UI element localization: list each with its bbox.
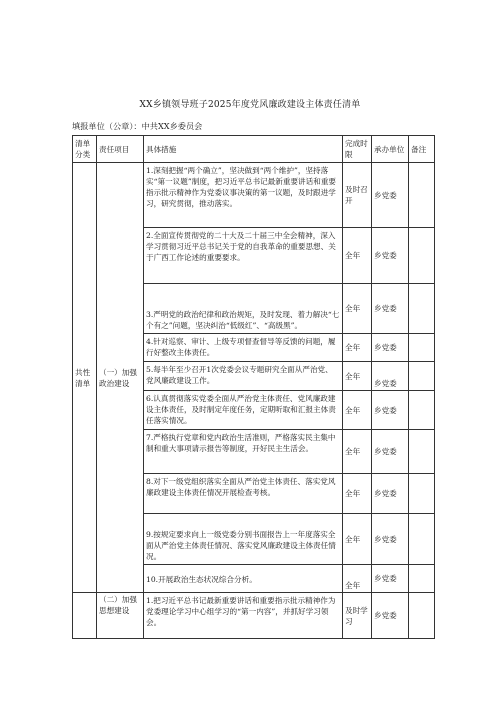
deadline-cell: 及时召开	[343, 163, 372, 228]
note-cell	[409, 565, 435, 593]
measure-cell: 5.每半年至少召开1次党委会议专题研究全面从严治党、党风廉政建设工作。	[144, 362, 343, 391]
reporting-unit-line: 填报单位（公章）：中共XX乡委员会	[72, 121, 203, 131]
page-title: XX乡镇领导班子2025年度党风廉政建设主体责任清单	[139, 100, 361, 110]
header-unit: 承办单位	[372, 136, 409, 163]
measure-cell: 9.按规定要求向上一级党委分别书面报告上一年度落实全面从严治党主体责任情况、落实党风廉政建设主体责任情况。	[144, 514, 343, 565]
measure-cell: 4.针对巡察、审计、上级专项督查督导等反馈的问题，履行好整改主体责任。	[144, 334, 343, 362]
category-cell-empty	[73, 593, 97, 639]
measure-cell: 2.全面宣传贯彻党的二十大及二十届三中全会精神，深入学习贯彻习近平总书记关于党的自我革命的重要思想、关于广西工作论述的重要要求。	[144, 228, 343, 284]
header-item: 责任项目	[97, 136, 144, 163]
note-cell	[409, 284, 435, 334]
note-cell	[409, 334, 435, 362]
header-measure: 具体措施	[144, 136, 343, 163]
unit-cell: 乡党委	[372, 334, 409, 362]
header-note: 备注	[409, 136, 435, 163]
measure-cell: 1.把习近平总书记最新重要讲话和重要指示批示精神作为党委理论学习中心组学习的“第一内容”，并抓好学习领会。	[144, 593, 343, 639]
measure-cell: 8.对下一级党组织落实全面从严治党主体责任、落实党风廉政建设主体责任情况开展检查考核。	[144, 474, 343, 514]
table-row	[73, 163, 435, 228]
deadline-cell: 全年	[343, 514, 372, 565]
unit-cell: 乡党委	[372, 514, 409, 565]
item-cell-political: （一）加强政治建设	[97, 163, 144, 593]
measure-cell: 10.开展政治生态状况综合分析。	[144, 565, 343, 593]
unit-cell: 乡党委	[372, 284, 409, 334]
deadline-cell: 全年	[343, 391, 372, 430]
unit-cell: 乡党委	[372, 593, 409, 639]
note-cell	[409, 593, 435, 639]
measure-cell: 6.认真贯彻落实党委全面从严治党主体责任、党风廉政建设主体责任，及时制定年度任务，定期听取和汇报主体责任落实情况。	[144, 391, 343, 430]
deadline-cell: 全年	[343, 228, 372, 284]
table-header-row	[73, 136, 435, 163]
note-cell	[409, 163, 435, 228]
item-cell-ideological: （二）加强思想建设	[97, 593, 144, 639]
measure-cell: 3.严明党的政治纪律和政治规矩，及时发现、着力解决“七个有之”问题，坚决纠治“低级红”、“高级黑”。	[144, 284, 343, 334]
note-cell	[409, 474, 435, 514]
deadline-cell: 全年	[343, 474, 372, 514]
header-deadline: 完成时限	[343, 136, 372, 163]
note-cell	[409, 391, 435, 430]
unit-cell: 乡党委	[372, 565, 409, 593]
unit-cell: 乡党委	[372, 163, 409, 228]
measure-cell: 1.深刻把握“两个确立”，坚决做到“两个维护”，坚持落实“第一议题”制度，把习近平总书记最新重要讲话和重要指示批示精神作为党委议事决策的第一议题，及时跟进学习，研究贯彻，推动落实。	[144, 163, 343, 228]
note-cell	[409, 362, 435, 391]
table-row	[73, 593, 435, 639]
measure-cell: 7.严格执行党章和党内政治生活准则，严格落实民主集中制和重大事项请示报告等制度，开好民主生活会。	[144, 430, 343, 474]
unit-cell: 乡党委	[372, 228, 409, 284]
deadline-cell: 全年	[343, 284, 372, 334]
category-cell: 共性清单	[73, 163, 97, 593]
responsibility-table	[72, 135, 435, 639]
deadline-cell: 全年	[343, 565, 372, 593]
deadline-cell: 全年	[343, 362, 372, 391]
note-cell	[409, 228, 435, 284]
unit-cell: 乡党委	[372, 362, 409, 391]
header-category: 清单分类	[73, 136, 97, 163]
deadline-cell: 全年	[343, 334, 372, 362]
unit-cell: 乡党委	[372, 391, 409, 430]
unit-cell: 乡党委	[372, 474, 409, 514]
deadline-cell: 及时学习	[343, 593, 372, 639]
note-cell	[409, 430, 435, 474]
note-cell	[409, 514, 435, 565]
deadline-cell: 全年	[343, 430, 372, 474]
unit-cell: 乡党委	[372, 430, 409, 474]
